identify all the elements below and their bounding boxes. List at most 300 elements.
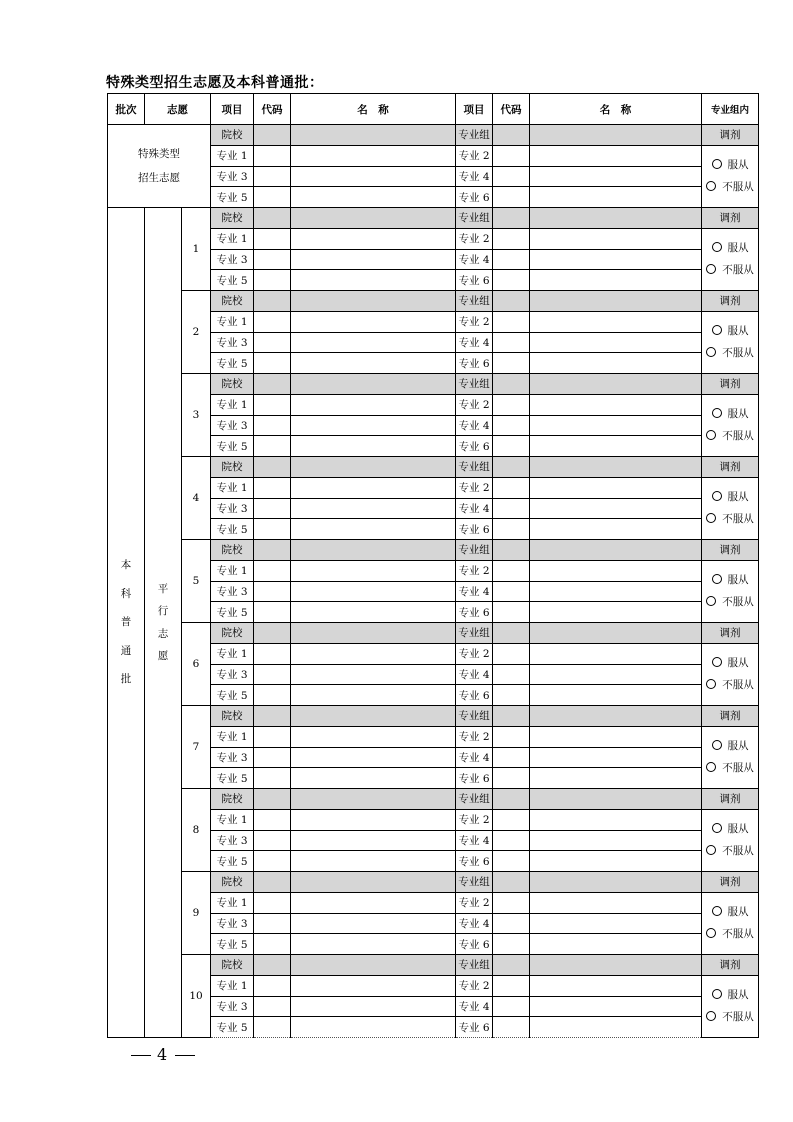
name-field[interactable] <box>291 560 456 581</box>
code-field[interactable] <box>254 540 291 561</box>
name-field[interactable] <box>291 581 456 602</box>
special-label-line2: 招生志愿 <box>138 172 180 184</box>
adjust-options <box>702 726 759 788</box>
name-field[interactable] <box>530 789 702 810</box>
name-field[interactable] <box>530 685 702 706</box>
code-field[interactable] <box>254 477 291 498</box>
name-field[interactable] <box>291 664 456 685</box>
major-label: 专业 3 <box>211 913 254 934</box>
code-field[interactable] <box>254 208 291 229</box>
obey-option[interactable] <box>702 237 758 259</box>
name-field[interactable] <box>530 457 702 478</box>
radio-icon[interactable] <box>712 242 722 252</box>
obey-option[interactable] <box>702 652 758 674</box>
major-label: 专业 6 <box>456 436 493 457</box>
not-obey-option[interactable] <box>702 757 758 779</box>
obey-option[interactable] <box>702 984 758 1006</box>
code-field[interactable] <box>493 872 530 893</box>
code-field[interactable] <box>254 913 291 934</box>
batch-char: 科 <box>120 587 132 600</box>
wish-number: 2 <box>182 291 211 374</box>
radio-icon[interactable] <box>712 159 722 169</box>
code-field[interactable] <box>493 353 530 374</box>
code-field[interactable] <box>493 228 530 249</box>
name-field[interactable] <box>291 913 456 934</box>
name-field[interactable] <box>530 540 702 561</box>
code-field[interactable] <box>493 851 530 872</box>
not-obey-option[interactable] <box>702 1006 758 1028</box>
wish-number: 6 <box>182 623 211 706</box>
name-field[interactable] <box>291 540 456 561</box>
name-field[interactable] <box>291 291 456 312</box>
code-field[interactable] <box>493 436 530 457</box>
name-field[interactable] <box>530 436 702 457</box>
name-field[interactable] <box>291 892 456 913</box>
code-field[interactable] <box>254 706 291 727</box>
code-field[interactable] <box>493 166 530 187</box>
name-field[interactable] <box>530 726 702 747</box>
not-obey-option[interactable] <box>702 342 758 364</box>
radio-icon[interactable] <box>712 491 722 501</box>
major-label: 专业 5 <box>211 187 254 208</box>
radio-icon[interactable] <box>712 906 722 916</box>
name-field[interactable] <box>291 809 456 830</box>
name-field[interactable] <box>291 975 456 996</box>
code-field[interactable] <box>254 519 291 540</box>
major-label: 专业 5 <box>211 934 254 955</box>
radio-icon[interactable] <box>712 408 722 418</box>
code-field[interactable] <box>493 477 530 498</box>
name-field[interactable] <box>530 187 702 208</box>
name-field[interactable] <box>291 498 456 519</box>
name-field[interactable] <box>530 291 702 312</box>
name-field[interactable] <box>530 768 702 789</box>
college-label: 院校 <box>211 540 254 561</box>
code-field[interactable] <box>493 311 530 332</box>
college-label: 院校 <box>211 374 254 395</box>
header-name: 名 称 <box>291 94 456 125</box>
parallel-wish-label <box>145 208 182 1038</box>
not-obey-option[interactable] <box>702 425 758 447</box>
major-label: 专业 4 <box>456 166 493 187</box>
major-label: 专业 5 <box>211 685 254 706</box>
code-field[interactable] <box>254 996 291 1017</box>
name-field[interactable] <box>530 913 702 934</box>
code-field[interactable] <box>254 394 291 415</box>
not-obey-label: 不服从 <box>722 845 754 858</box>
adjust-label: 调剂 <box>702 955 759 976</box>
radio-icon[interactable] <box>712 574 722 584</box>
wish-number: 10 <box>182 955 211 1038</box>
header-row <box>108 94 759 125</box>
code-field[interactable] <box>493 913 530 934</box>
adjust-label: 调剂 <box>702 457 759 478</box>
code-field[interactable] <box>254 332 291 353</box>
name-field[interactable] <box>291 228 456 249</box>
major-label: 专业 3 <box>211 581 254 602</box>
name-field[interactable] <box>291 747 456 768</box>
name-field[interactable] <box>530 332 702 353</box>
name-field[interactable] <box>291 187 456 208</box>
code-field[interactable] <box>254 581 291 602</box>
major-label: 专业 2 <box>456 145 493 166</box>
code-field[interactable] <box>254 726 291 747</box>
not-obey-option[interactable] <box>702 591 758 613</box>
group-label: 专业组 <box>456 623 493 644</box>
wish-number: 4 <box>182 457 211 540</box>
name-field[interactable] <box>291 436 456 457</box>
name-field[interactable] <box>530 145 702 166</box>
wish-number: 7 <box>182 706 211 789</box>
code-field[interactable] <box>493 374 530 395</box>
code-field[interactable] <box>493 996 530 1017</box>
radio-icon[interactable] <box>706 1011 716 1021</box>
major-label: 专业 6 <box>456 187 493 208</box>
radio-icon[interactable] <box>706 928 716 938</box>
name-field[interactable] <box>291 1017 456 1038</box>
code-field[interactable] <box>493 519 530 540</box>
code-field[interactable] <box>254 291 291 312</box>
name-field[interactable] <box>291 602 456 623</box>
code-field[interactable] <box>493 270 530 291</box>
code-field[interactable] <box>254 228 291 249</box>
obey-option[interactable] <box>702 403 758 425</box>
radio-icon[interactable] <box>706 181 716 191</box>
name-field[interactable] <box>291 311 456 332</box>
obey-label: 服从 <box>727 159 749 172</box>
name-field[interactable] <box>291 872 456 893</box>
not-obey-option[interactable] <box>702 259 758 281</box>
code-field[interactable] <box>254 623 291 644</box>
major-label: 专业 4 <box>456 332 493 353</box>
group-label: 专业组 <box>456 374 493 395</box>
name-field[interactable] <box>530 353 702 374</box>
code-field[interactable] <box>493 581 530 602</box>
major-label: 专业 2 <box>456 228 493 249</box>
major-label: 专业 2 <box>456 726 493 747</box>
name-field[interactable] <box>530 311 702 332</box>
footer-dash-right <box>175 1055 195 1056</box>
name-field[interactable] <box>291 706 456 727</box>
adjust-options <box>702 560 759 622</box>
name-field[interactable] <box>530 706 702 727</box>
code-field[interactable] <box>254 560 291 581</box>
page-number: 4 <box>157 1045 170 1064</box>
name-field[interactable] <box>530 498 702 519</box>
not-obey-option[interactable] <box>702 674 758 696</box>
major-label: 专业 5 <box>211 270 254 291</box>
name-field[interactable] <box>530 975 702 996</box>
code-field[interactable] <box>493 187 530 208</box>
name-field[interactable] <box>530 519 702 540</box>
code-field[interactable] <box>493 1017 530 1038</box>
code-field[interactable] <box>254 374 291 395</box>
radio-icon[interactable] <box>706 264 716 274</box>
table-row <box>108 955 759 976</box>
major-label: 专业 6 <box>456 353 493 374</box>
code-field[interactable] <box>493 332 530 353</box>
radio-icon[interactable] <box>712 657 722 667</box>
code-field[interactable] <box>254 685 291 706</box>
name-field[interactable] <box>530 955 702 976</box>
adjust-label: 调剂 <box>702 540 759 561</box>
name-field[interactable] <box>291 415 456 436</box>
code-field[interactable] <box>493 726 530 747</box>
major-label: 专业 6 <box>456 270 493 291</box>
adjust-label: 调剂 <box>702 208 759 229</box>
code-field[interactable] <box>254 768 291 789</box>
parallel-char: 行 <box>157 605 169 617</box>
name-field[interactable] <box>291 934 456 955</box>
code-field[interactable] <box>493 643 530 664</box>
name-field[interactable] <box>291 125 456 146</box>
not-obey-label: 不服从 <box>722 1011 754 1024</box>
code-field[interactable] <box>493 540 530 561</box>
major-label: 专业 1 <box>211 311 254 332</box>
name-field[interactable] <box>530 747 702 768</box>
code-field[interactable] <box>493 830 530 851</box>
radio-icon[interactable] <box>712 740 722 750</box>
major-label: 专业 2 <box>456 394 493 415</box>
name-field[interactable] <box>530 996 702 1017</box>
adjust-options <box>702 311 759 373</box>
code-field[interactable] <box>254 664 291 685</box>
not-obey-label: 不服从 <box>722 347 754 360</box>
name-field[interactable] <box>291 166 456 187</box>
name-field[interactable] <box>530 581 702 602</box>
name-field[interactable] <box>291 851 456 872</box>
name-field[interactable] <box>530 643 702 664</box>
wish-number: 8 <box>182 789 211 872</box>
code-field[interactable] <box>493 145 530 166</box>
name-field[interactable] <box>291 768 456 789</box>
not-obey-option[interactable] <box>702 923 758 945</box>
code-field[interactable] <box>493 706 530 727</box>
code-field[interactable] <box>254 457 291 478</box>
code-field[interactable] <box>493 560 530 581</box>
code-field[interactable] <box>254 830 291 851</box>
code-field[interactable] <box>493 892 530 913</box>
major-label: 专业 1 <box>211 975 254 996</box>
adjust-label: 调剂 <box>702 789 759 810</box>
radio-icon[interactable] <box>712 823 722 833</box>
adjust-options <box>702 892 759 954</box>
wish-number: 5 <box>182 540 211 623</box>
code-field[interactable] <box>493 125 530 146</box>
name-field[interactable] <box>291 519 456 540</box>
code-field[interactable] <box>493 208 530 229</box>
obey-option[interactable] <box>702 320 758 342</box>
major-label: 专业 4 <box>456 747 493 768</box>
name-field[interactable] <box>530 228 702 249</box>
obey-option[interactable] <box>702 735 758 757</box>
code-field[interactable] <box>493 934 530 955</box>
major-label: 专业 3 <box>211 996 254 1017</box>
name-field[interactable] <box>530 415 702 436</box>
name-field[interactable] <box>530 851 702 872</box>
obey-option[interactable] <box>702 901 758 923</box>
code-field[interactable] <box>254 892 291 913</box>
name-field[interactable] <box>530 892 702 913</box>
name-field[interactable] <box>291 208 456 229</box>
college-label: 院校 <box>211 291 254 312</box>
name-field[interactable] <box>291 394 456 415</box>
name-field[interactable] <box>291 332 456 353</box>
group-label: 专业组 <box>456 208 493 229</box>
code-field[interactable] <box>254 125 291 146</box>
name-field[interactable] <box>530 623 702 644</box>
header-code-2: 代码 <box>493 94 530 125</box>
not-obey-option[interactable] <box>702 176 758 198</box>
obey-option[interactable] <box>702 486 758 508</box>
name-field[interactable] <box>530 208 702 229</box>
radio-icon[interactable] <box>706 513 716 523</box>
obey-option[interactable] <box>702 154 758 176</box>
name-field[interactable] <box>530 809 702 830</box>
name-field[interactable] <box>530 1017 702 1038</box>
major-label: 专业 2 <box>456 892 493 913</box>
radio-icon[interactable] <box>706 679 716 689</box>
code-field[interactable] <box>254 145 291 166</box>
radio-icon[interactable] <box>706 596 716 606</box>
college-label: 院校 <box>211 457 254 478</box>
name-field[interactable] <box>530 125 702 146</box>
code-field[interactable] <box>493 623 530 644</box>
name-field[interactable] <box>291 643 456 664</box>
code-field[interactable] <box>493 664 530 685</box>
code-field[interactable] <box>254 415 291 436</box>
radio-icon[interactable] <box>706 347 716 357</box>
major-label: 专业 4 <box>456 498 493 519</box>
header-name-2: 名 称 <box>530 94 702 125</box>
header-wish: 志愿 <box>145 94 211 125</box>
name-field[interactable] <box>530 166 702 187</box>
parallel-char: 愿 <box>157 650 169 662</box>
obey-option[interactable] <box>702 818 758 840</box>
code-field[interactable] <box>254 747 291 768</box>
code-field[interactable] <box>493 602 530 623</box>
name-field[interactable] <box>291 726 456 747</box>
group-label: 专业组 <box>456 540 493 561</box>
code-field[interactable] <box>493 789 530 810</box>
name-field[interactable] <box>291 830 456 851</box>
name-field[interactable] <box>530 664 702 685</box>
radio-icon[interactable] <box>706 430 716 440</box>
code-field[interactable] <box>254 602 291 623</box>
major-label: 专业 3 <box>211 830 254 851</box>
code-field[interactable] <box>254 166 291 187</box>
major-label: 专业 2 <box>456 975 493 996</box>
code-field[interactable] <box>254 249 291 270</box>
name-field[interactable] <box>530 934 702 955</box>
major-label: 专业 1 <box>211 560 254 581</box>
code-field[interactable] <box>254 934 291 955</box>
name-field[interactable] <box>291 685 456 706</box>
code-field[interactable] <box>254 187 291 208</box>
name-field[interactable] <box>291 374 456 395</box>
name-field[interactable] <box>530 872 702 893</box>
code-field[interactable] <box>493 768 530 789</box>
code-field[interactable] <box>493 394 530 415</box>
college-label: 院校 <box>211 955 254 976</box>
code-field[interactable] <box>493 955 530 976</box>
code-field[interactable] <box>254 270 291 291</box>
code-field[interactable] <box>254 436 291 457</box>
code-field[interactable] <box>493 809 530 830</box>
obey-label: 服从 <box>727 740 749 753</box>
name-field[interactable] <box>291 477 456 498</box>
code-field[interactable] <box>254 975 291 996</box>
name-field[interactable] <box>291 789 456 810</box>
code-field[interactable] <box>493 747 530 768</box>
name-field[interactable] <box>530 270 702 291</box>
obey-label: 服从 <box>727 657 749 670</box>
code-field[interactable] <box>254 643 291 664</box>
header-adjust: 专业组内 <box>702 94 759 125</box>
code-field[interactable] <box>493 685 530 706</box>
code-field[interactable] <box>493 498 530 519</box>
table-row <box>108 457 759 478</box>
code-field[interactable] <box>493 415 530 436</box>
code-field[interactable] <box>254 809 291 830</box>
code-field[interactable] <box>254 353 291 374</box>
major-label: 专业 1 <box>211 228 254 249</box>
major-label: 专业 6 <box>456 768 493 789</box>
name-field[interactable] <box>291 457 456 478</box>
code-field[interactable] <box>254 789 291 810</box>
name-field[interactable] <box>291 249 456 270</box>
name-field[interactable] <box>530 249 702 270</box>
batch-char: 通 <box>120 644 132 657</box>
name-field[interactable] <box>530 602 702 623</box>
code-field[interactable] <box>254 851 291 872</box>
name-field[interactable] <box>530 477 702 498</box>
code-field[interactable] <box>254 1017 291 1038</box>
code-field[interactable] <box>493 457 530 478</box>
name-field[interactable] <box>530 560 702 581</box>
obey-label: 服从 <box>727 574 749 587</box>
radio-icon[interactable] <box>706 845 716 855</box>
code-field[interactable] <box>254 498 291 519</box>
obey-option[interactable] <box>702 569 758 591</box>
name-field[interactable] <box>291 955 456 976</box>
radio-icon[interactable] <box>712 325 722 335</box>
code-field[interactable] <box>254 955 291 976</box>
name-field[interactable] <box>291 623 456 644</box>
radio-icon[interactable] <box>706 762 716 772</box>
name-field[interactable] <box>530 830 702 851</box>
code-field[interactable] <box>493 975 530 996</box>
name-field[interactable] <box>291 270 456 291</box>
name-field[interactable] <box>530 394 702 415</box>
not-obey-option[interactable] <box>702 508 758 530</box>
code-field[interactable] <box>493 249 530 270</box>
major-label: 专业 1 <box>211 809 254 830</box>
not-obey-option[interactable] <box>702 840 758 862</box>
code-field[interactable] <box>493 291 530 312</box>
radio-icon[interactable] <box>712 989 722 999</box>
name-field[interactable] <box>291 353 456 374</box>
parallel-char: 志 <box>157 627 169 640</box>
not-obey-label: 不服从 <box>722 264 754 277</box>
name-field[interactable] <box>291 145 456 166</box>
code-field[interactable] <box>254 872 291 893</box>
group-label: 专业组 <box>456 789 493 810</box>
not-obey-label: 不服从 <box>722 181 754 194</box>
name-field[interactable] <box>291 996 456 1017</box>
name-field[interactable] <box>530 374 702 395</box>
code-field[interactable] <box>254 311 291 332</box>
